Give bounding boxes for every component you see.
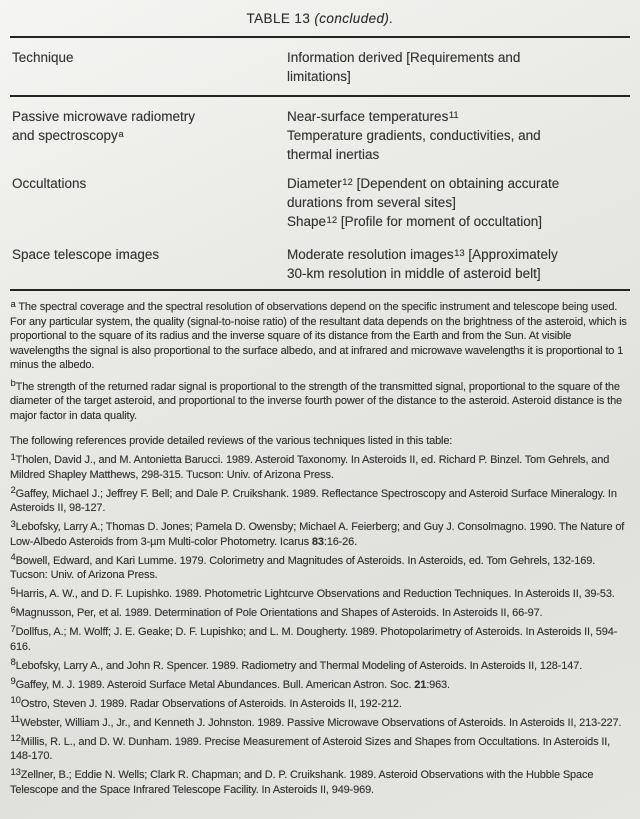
reference-item: $^1$Tholen, David J., and M. Antonietta Barucci. 1989. Asteroid Taxonomy. In Asteroids II, ed. Richard P. Binzel. Tom Gehrels, and Mildred Shapley Matthews, 298-315. Tucson: Univ. of Arizona Press. — [10, 451, 610, 481]
information-cell — [287, 174, 617, 231]
reference-item: $^3$Lebofsky, Larry A.; Thomas D. Jones; Pamela D. Owensby; Michael A. Feierberg; and Guy J. Consolmagno. 1990. The Nature of Low-Albedo Asteroids from 3-µm Multi-color Photometry. Icarus 83:16-26. — [10, 518, 625, 548]
table-header-row — [10, 38, 630, 90]
table-bottom-rule — [10, 289, 630, 291]
notes-section — [10, 300, 630, 797]
reference-item: $^2$Gaffey, Michael J.; Jeffrey F. Bell; and Dale P. Cruikshank. 1989. Reflectance Spectroscopy and Asteroid Surface Mineralogy. In Asteroids II, 98-127. — [10, 485, 617, 514]
references-intro: The following references provide detailed reviews of the various techniques listed in this table: — [10, 435, 453, 447]
information-cell — [287, 245, 617, 283]
reference-item: $^5$Harris, A. W., and D. F. Lupishko. 1989. Photometric Lightcurve Observations and Reduction Techniques. In Asteroids II, 39-53. — [10, 585, 615, 600]
reference-item: $^4$Bowell, Edward, and Kari Lumme. 1979. Colorimetry and Magnitudes of Asteroids. In Asteroids, ed. Tom Gehrels, 132-169. Tucson: Univ. of Arizona Press. — [10, 552, 596, 581]
text-line: durations from several sites] — [287, 195, 456, 210]
information-cell — [287, 107, 617, 164]
column-header-technique: Technique — [12, 50, 74, 65]
footnote-a: $^a$ The spectral coverage and the spectral resolution of observations depend on the specific instrument and telescope being used. For any particular system, the quality (signal-to-noise ratio) of the resultant data depends on the brightness of the asteroid, which is proportional to the square of its radius and the inverse square of its distance from the Earth and from the Sun. At visible wavelengths the signal is also proportional to the surface albedo, and at infrared and microwave wavelengths it is proportional to 1 minus the albedo. — [10, 298, 627, 371]
reference-item: $^{13}$Zellner, B.; Eddie N. Wells; Clark R. Chapman; and D. P. Cruikshank. 1989. Asteroid Observations with the Hubble Space Telescope and the Space Infrared Telescope Facility. In Asteroids II, 949-969. — [10, 766, 594, 796]
text-line: Temperature gradients, conductivities, and — [287, 128, 541, 143]
reference-item: $^9$Gaffey, M. J. 1989. Asteroid Surface Metal Abundances. Bull. American Astron. Soc. 21:963. — [10, 676, 450, 691]
text-line: Near-surface temperatures$^{11}$ — [287, 109, 459, 124]
text-line: limitations] — [287, 69, 351, 84]
reference-item: $^7$Dollfus, A.; M. Wolff; J. E. Geake; D. F. Lupishko; and L. M. Dougherty. 1989. Photopolarimetry of Asteroids. In Asteroids II, 594-616. — [10, 623, 618, 653]
text-line: Moderate resolution images$^{13}$ [Approximately — [287, 247, 558, 262]
text-line: thermal inertias — [287, 147, 380, 162]
text-line: Information derived [Requirements and — [287, 50, 521, 65]
technique-cell — [12, 107, 287, 164]
table-row — [10, 174, 630, 231]
table-row — [10, 107, 630, 164]
reference-item: $^{11}$Webster, William J., Jr., and Kenneth J. Johnston. 1989. Passive Microwave Observations of Asteroids. In Asteroids II, 213-227. — [10, 714, 622, 729]
reference-item: $^{12}$Millis, R. L., and D. W. Dunham. 1989. Precise Measurement of Asteroid Sizes and Shapes from Occultations. In Asteroids II, 148-170. — [10, 733, 611, 762]
table-row — [10, 245, 630, 283]
reference-item: $^6$Magnusson, Per, et al. 1989. Determination of Pole Orientations and Shapes of Asteroids. In Asteroids II, 66-97. — [10, 604, 543, 619]
text-line: Space telescope images — [12, 247, 160, 262]
technique-cell — [12, 245, 287, 283]
reference-item: $^8$Lebofsky, Larry A., and John R. Spencer. 1989. Radiometry and Thermal Modeling of Asteroids. In Asteroids II, 128-147. — [10, 657, 583, 672]
page-title: TABLE 13 (concluded). — [246, 11, 394, 26]
footnote-b: $^b$The strength of the returned radar signal is proportional to the strength of the transmitted signal, proportional to the square of the diameter of the target asteroid, and proportional to the inverse fourth power of the distance to the asteroid. Asteroid distance is the major factor in data quality. — [10, 378, 623, 422]
text-line: Diameter$^{12}$ [Dependent on obtaining accurate — [287, 176, 560, 191]
text-line: 30-km resolution in middle of asteroid belt] — [287, 266, 541, 281]
text-line: Shape$^{12}$ [Profile for moment of occultation] — [287, 214, 542, 229]
text-line: Occultations — [12, 176, 87, 191]
text-line: Passive microwave radiometry — [12, 109, 196, 124]
text-line: and spectroscopy$^a$ — [12, 128, 124, 143]
technique-cell — [12, 174, 287, 231]
reference-item: $^{10}$Ostro, Steven J. 1989. Radar Observations of Asteroids. In Asteroids II, 192-212. — [10, 695, 402, 710]
table-header-rule — [10, 95, 630, 97]
column-header-information — [287, 48, 617, 86]
